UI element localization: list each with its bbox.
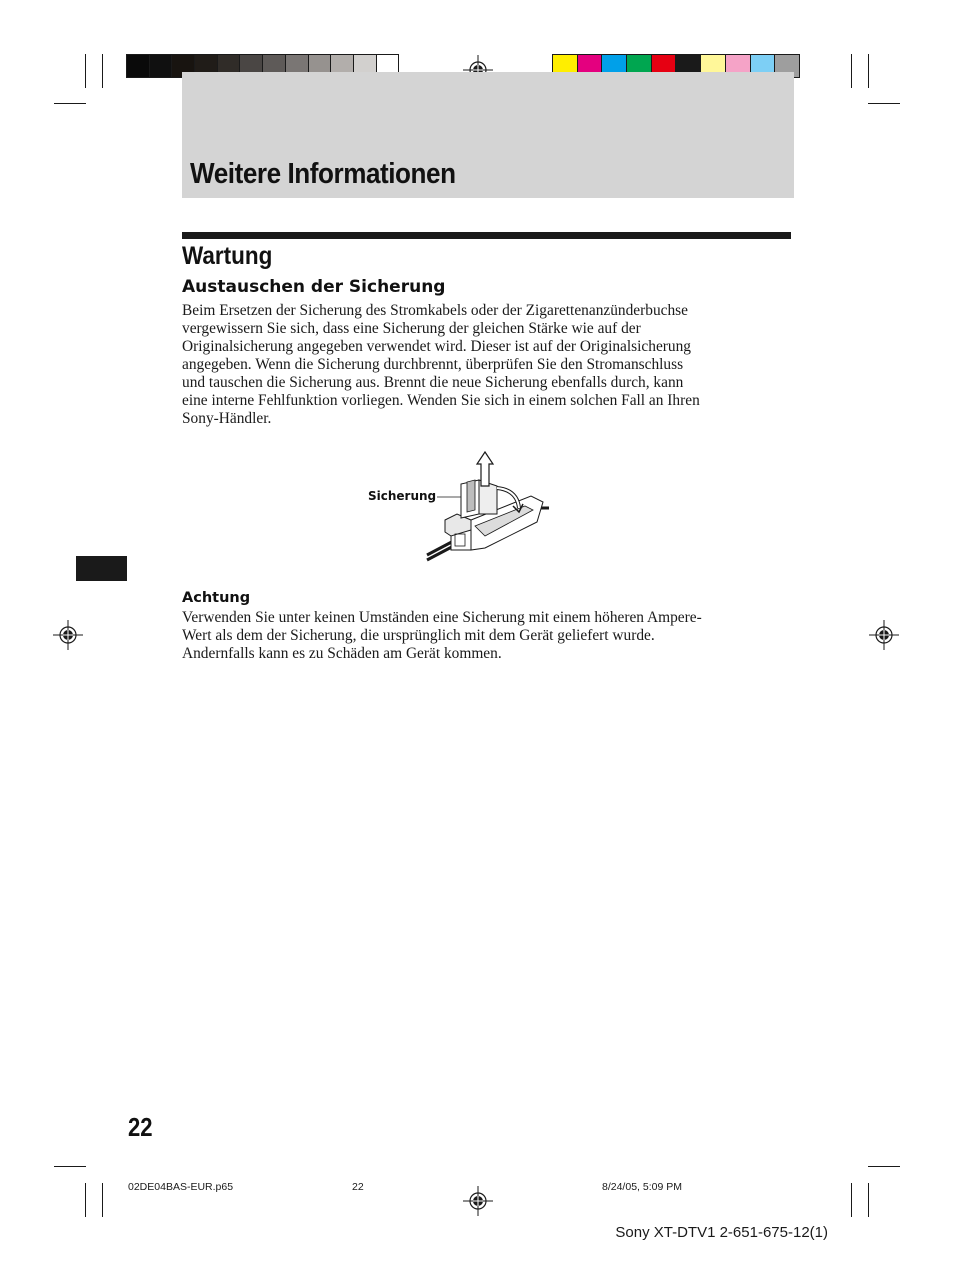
- crop-mark: [54, 1166, 86, 1167]
- text-line: Beim Ersetzen der Sicherung des Stromkabels oder der Zigarettenanzünderbuchse: [182, 302, 688, 319]
- footer-timestamp: 8/24/05, 5:09 PM: [602, 1181, 682, 1193]
- crop-mark: [851, 54, 852, 88]
- text-line: Sony-Händler.: [182, 410, 272, 427]
- crop-mark: [85, 1183, 86, 1217]
- crop-mark: [102, 1183, 103, 1217]
- body-paragraph: [182, 302, 794, 428]
- text-line: Originalsicherung angegeben verwendet wird. Dieser ist auf der Originalsicherung: [182, 338, 691, 355]
- text-line: vergewissern Sie sich, dass eine Sicherung der gleichen Stärke wie auf der: [182, 320, 641, 337]
- text-line: Andernfalls kann es zu Schäden am Gerät kommen.: [182, 645, 502, 662]
- color-swatch: [127, 55, 149, 77]
- chapter-tab-marker: [76, 556, 127, 581]
- text-line: und tauschen die Sicherung aus. Brennt die neue Sicherung ebenfalls durch, kann: [182, 374, 684, 391]
- registration-mark-icon: [463, 1186, 493, 1216]
- text-line: Wert als dem der Sicherung, die ursprünglich mit dem Gerät geliefert wurde.: [182, 627, 655, 644]
- crop-mark: [54, 103, 86, 104]
- crop-mark: [868, 54, 869, 88]
- crop-mark: [868, 103, 900, 104]
- footer-file-name: 02DE04BAS-EUR.p65: [128, 1181, 234, 1193]
- fuse-illustration: [425, 448, 550, 563]
- page-number: 22: [128, 1112, 153, 1142]
- figure-label: Sicherung: [368, 489, 437, 503]
- section-title: Wartung: [182, 242, 273, 270]
- crop-mark: [85, 54, 86, 88]
- subsection-title: Austauschen der Sicherung: [182, 277, 446, 297]
- text-line: eine interne Fehlfunktion vorliegen. Wenden Sie sich in einem solchen Fall an Ihren: [182, 392, 700, 409]
- color-swatch: [149, 55, 172, 77]
- model-line: Sony XT-DTV1 2-651-675-12(1): [615, 1224, 828, 1241]
- crop-mark: [868, 1166, 900, 1167]
- chapter-title: Weitere Informationen: [190, 158, 456, 190]
- crop-mark: [868, 1183, 869, 1217]
- caution-paragraph: [182, 609, 794, 663]
- footer-page: 22: [352, 1181, 364, 1193]
- text-line: angegeben. Wenn die Sicherung durchbrennt, überprüfen Sie den Stromanschluss: [182, 356, 684, 373]
- registration-mark-icon: [53, 620, 83, 650]
- crop-mark: [102, 54, 103, 88]
- section-rule: [182, 232, 791, 239]
- registration-mark-icon: [869, 620, 899, 650]
- caution-title: Achtung: [182, 590, 251, 606]
- text-line: Verwenden Sie unter keinen Umständen eine Sicherung mit einem höheren Ampere-: [182, 609, 702, 626]
- crop-mark: [851, 1183, 852, 1217]
